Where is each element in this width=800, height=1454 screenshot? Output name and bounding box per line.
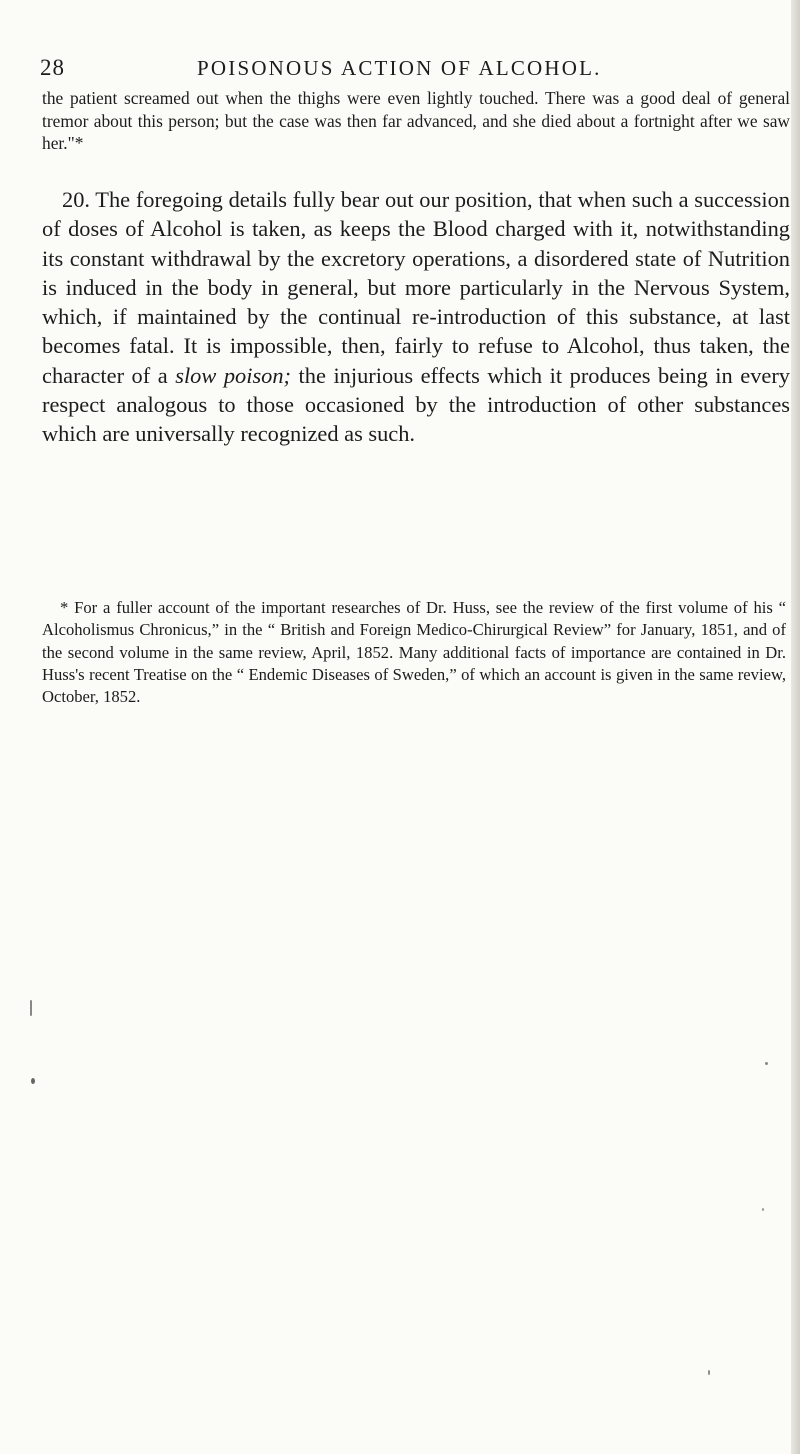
print-speck	[765, 1062, 768, 1065]
paragraph-20-text-end: the injurious effects which it produces being in every respect analogous to those occasioned by the introduction of other substances which are universally recognized as such.	[42, 362, 790, 447]
continuation-paragraph: the patient screamed out when the thighs were even lightly touched. There was a good deal of general tremor about this person; but the case was then far advanced, and she died about a fortnight after we saw her."*	[42, 88, 790, 153]
running-head: POISONOUS ACTION OF ALCOHOL.	[197, 56, 602, 80]
paragraph-20-italic-phrase: slow poison;	[175, 362, 292, 388]
print-speck	[708, 1370, 710, 1375]
paragraph-20	[42, 185, 790, 449]
paragraph-20-text: 20. The foregoing details fully bear out our position, that when such a succession of doses of Alcohol is taken, as keeps the Blood charged with it, notwithstanding its constant withdrawal by the excretory operations, a disordered state of Nutrition is induced in the body in general, but more particularly in the Nervous System, which, if maintained by the continual re-introduction of this substance, at last becomes fatal. It is impossible, then, fairly to refuse to Alcohol, thus taken, the character of a	[42, 187, 790, 388]
print-speck	[762, 1208, 764, 1211]
footnote: * For a fuller account of the important researches of Dr. Huss, see the review of the first volume of his “ Alcoholismus Chronicus,” in the “ British and Foreign Medico-Chirurgical Review” for January, 1851, and of the second volume in the same review, April, 1852. Many additional facts of importance are contained in Dr. Huss's recent Treatise on the “ Endemic Diseases of Sweden,” of which an account is given in the same review, October, 1852.	[42, 598, 786, 707]
page-edge-shadow	[791, 0, 800, 1454]
print-speck	[31, 1078, 35, 1084]
page-number: 28	[40, 55, 65, 80]
print-speck	[30, 1000, 32, 1016]
